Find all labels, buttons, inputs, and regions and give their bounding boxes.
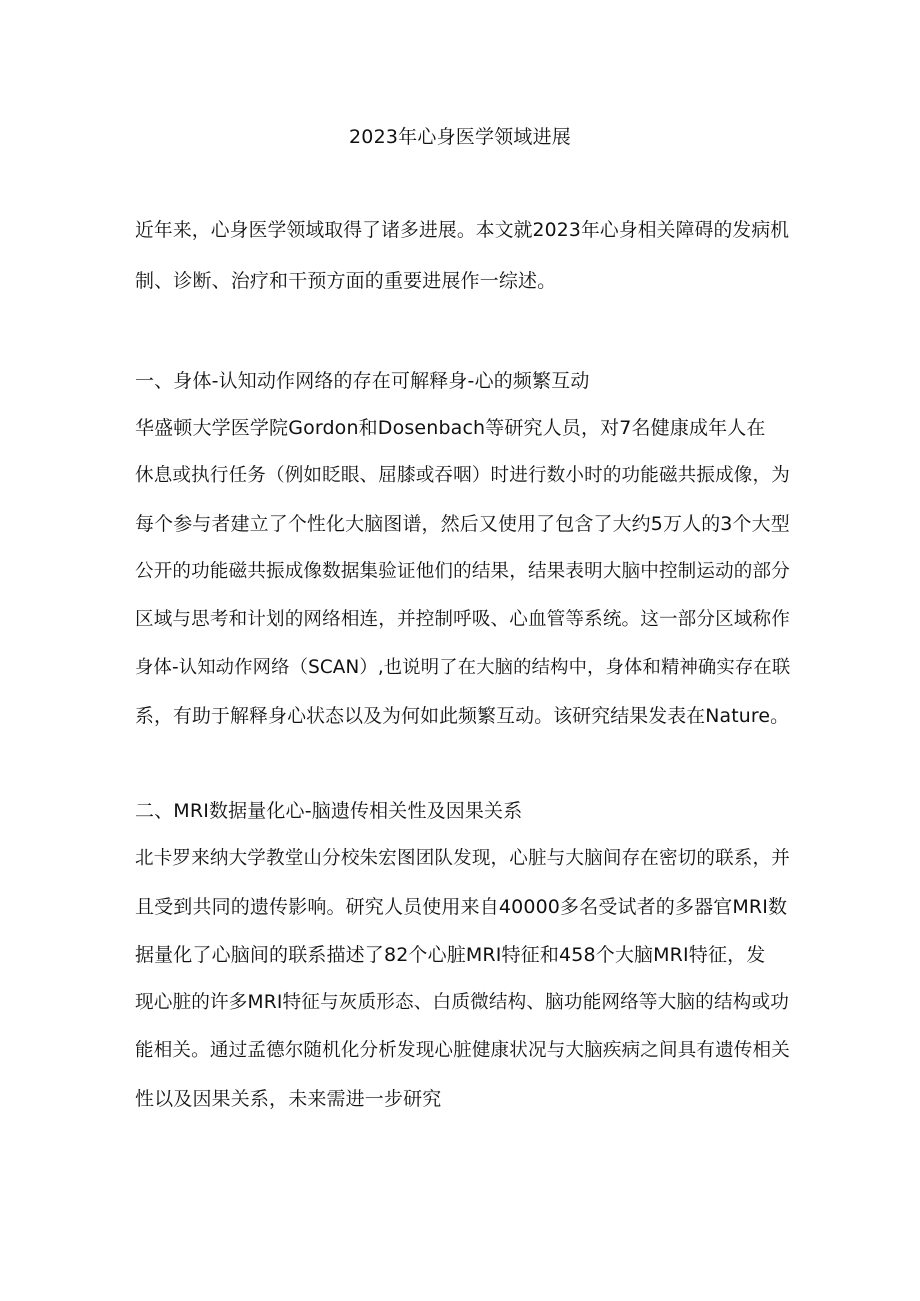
paragraph-line: 现心脏的许多MRI特征与灰质形态、白质微结构、脑功能网络等大脑的结构或功	[135, 992, 789, 1013]
paragraph-line: 每个参与者建立了个性化大脑图谱，然后又使用了包含了大约5万人的3个大型	[135, 513, 790, 535]
paragraph-line: 身体-认知动作网络（SCAN）,也说明了在大脑的结构中，身体和精神确实存在联	[135, 657, 791, 678]
paragraph-line: 能相关。通过孟德尔随机化分析发现心脏健康状况与大脑疾病之间具有遗传相关	[135, 1040, 790, 1061]
paragraph-line: 区域与思考和计划的网络相连，并控制呼吸、心血管等系统。这一部分区域称作	[135, 609, 790, 630]
section-heading: 一、身体-认知动作网络的存在可解释身-心的频繁互动	[135, 370, 590, 392]
paragraph-line: 系，有助于解释身心状态以及为何如此频繁互动。该研究结果发表在Nature。	[135, 705, 790, 727]
section-heading: 二、MRI数据量化心-脑遗传相关性及因果关系	[135, 800, 523, 822]
intro-line: 制、诊断、治疗和干预方面的重要进展作一综述。	[135, 270, 557, 292]
paragraph-line: 华盛顿大学医学院Gordon和Dosenbach等研究人员，对7名健康成年人在	[135, 417, 766, 439]
paragraph-line: 北卡罗来纳大学教堂山分校朱宏图团队发现，心脏与大脑间存在密切的联系，并	[135, 848, 790, 869]
paragraph-line: 性以及因果关系，未来需进一步研究	[135, 1088, 442, 1110]
document-title: 2023年心身医学领域进展	[349, 126, 571, 148]
paragraph-line: 且受到共同的遗传影响。研究人员使用来自40000多名受试者的多器官MRI数	[135, 896, 788, 918]
paragraph-line: 公开的功能磁共振成像数据集验证他们的结果，结果表明大脑中控制运动的部分	[135, 561, 790, 582]
paragraph-line: 据量化了心脑间的联系描述了82个心脏MRI特征和458个大脑MRI特征，发	[135, 944, 766, 966]
paragraph-line: 休息或执行任务（例如眨眼、屈膝或吞咽）时进行数小时的功能磁共振成像，为	[135, 465, 790, 486]
intro-line: 近年来，心身医学领域取得了诸多进展。本文就2023年心身相关障碍的发病机	[135, 220, 790, 241]
